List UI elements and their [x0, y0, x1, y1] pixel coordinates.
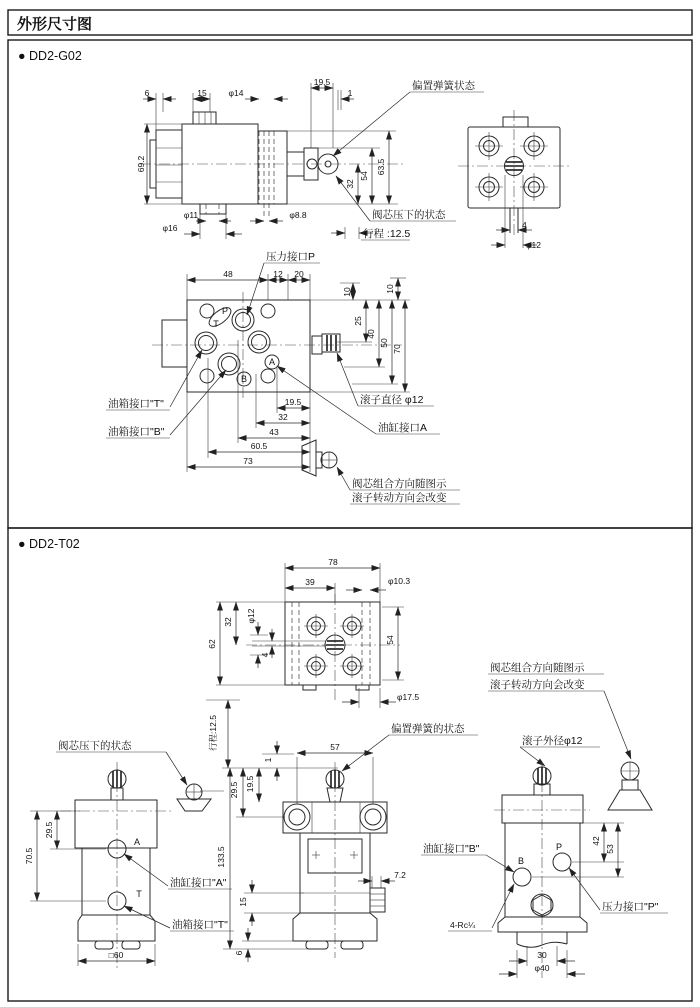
- dim-label: 73: [243, 456, 253, 466]
- section-label-g02: ● DD2-G02: [18, 49, 82, 63]
- t02-front-view: [24, 739, 234, 970]
- port-letter-b: B: [517, 856, 525, 866]
- cylinder-port-a-label: 油缸接口"A": [170, 877, 227, 889]
- g02-end-view: [458, 110, 572, 250]
- dim-label: 4: [260, 652, 270, 658]
- t02-right-view: [421, 762, 668, 978]
- dim-label: φ16: [162, 223, 178, 233]
- g02-side-view: [136, 77, 484, 240]
- dim-label: 57: [330, 742, 340, 752]
- dim-label: φ10.3: [388, 576, 411, 586]
- dim-label: □60: [108, 950, 124, 960]
- dim-label: 32: [345, 179, 355, 189]
- t02-plan-view: [207, 557, 419, 708]
- dim-label: 1: [263, 757, 273, 763]
- section-label-t02: ● DD2-T02: [18, 537, 80, 551]
- dim-label: 29.5: [44, 821, 54, 839]
- dim-label: 20: [294, 269, 304, 279]
- dim-label: 1: [347, 88, 353, 98]
- dim-label: 6: [234, 950, 244, 956]
- dim-label: 25: [353, 316, 363, 326]
- port-letter-b: B: [240, 374, 248, 384]
- dim-label: 78: [328, 557, 338, 567]
- dim-label: 6: [144, 88, 150, 98]
- dim-label: 60.5: [250, 441, 268, 451]
- dim-label: 32: [278, 412, 288, 422]
- dim-label: φ14: [228, 88, 244, 98]
- dim-label: 133.5: [216, 846, 226, 868]
- dim-label: 69.2: [136, 155, 146, 173]
- dim-label: 40: [366, 329, 376, 339]
- thread-spec-label: 4-Rc¼: [450, 920, 476, 930]
- dim-label: 62: [207, 639, 217, 649]
- tank-port-t-label: 油箱接口"T": [172, 919, 228, 931]
- pressed-state-label: 阀芯压下的状态: [372, 209, 446, 221]
- dim-label: φ11: [183, 210, 199, 220]
- dim-label: 19.5: [284, 397, 302, 407]
- pressed-state-label: 阀芯压下的状态: [58, 740, 132, 752]
- port-letter-p: P: [221, 306, 229, 316]
- cylinder-port-a-label: 油缸接口A: [378, 422, 428, 434]
- dim-label: φ17.5: [397, 692, 420, 702]
- port-letter-p: P: [555, 842, 563, 852]
- dim-label: 4: [522, 220, 527, 230]
- assembly-note-line2: 滚子转动方向会改变: [490, 679, 585, 691]
- dim-label: 15: [197, 88, 207, 98]
- dim-label: 43: [269, 427, 279, 437]
- dim-label: 10: [385, 284, 395, 294]
- t02-notes: [488, 661, 652, 810]
- spring-state-label: 偏置弹簧状态: [412, 80, 475, 92]
- assembly-note-line2: 滚子转动方向会改变: [352, 492, 447, 504]
- dim-label: 15: [238, 897, 248, 907]
- dim-label: 10: [342, 287, 352, 297]
- dim-label: 42: [591, 836, 601, 846]
- dim-label: 63.5: [376, 158, 386, 176]
- dim-label: 12: [273, 269, 283, 279]
- cylinder-port-b-label: 油缸接口"B": [423, 843, 480, 855]
- dim-label: 50: [379, 338, 389, 348]
- dim-label: 30: [537, 950, 547, 960]
- dim-label: φ8.8: [289, 210, 307, 220]
- page-title: 外形尺寸图: [17, 16, 93, 33]
- assembly-note-line1: 阀芯组合方向随图示: [352, 478, 447, 490]
- port-letter-t: T: [213, 319, 219, 329]
- tank-port-b-label: 油箱接口"B": [108, 426, 165, 438]
- dim-label: 70: [392, 344, 402, 354]
- dim-label: 32: [223, 617, 233, 627]
- dim-label: 70.5: [24, 847, 34, 865]
- dim-label: 7.2: [394, 870, 406, 880]
- roller-diameter-label: 滚子直径 φ12: [360, 394, 424, 406]
- dim-label: 53: [605, 844, 615, 854]
- dim-label: 19.5: [245, 775, 255, 793]
- dim-label: 54: [359, 171, 369, 181]
- dim-label: 19.5: [313, 77, 331, 87]
- tank-port-t-label: 油箱接口"T": [108, 398, 164, 410]
- page-frame: [8, 10, 692, 1001]
- dim-label: 48: [223, 269, 233, 279]
- spring-state-label: 偏置弹簧的状态: [391, 723, 465, 735]
- dim-label: φ12: [526, 240, 541, 250]
- dim-label: 39: [305, 577, 315, 587]
- port-letter-a: A: [268, 357, 276, 367]
- pressure-port-p-label: 压力接口"P": [602, 901, 659, 913]
- t02-side-view: [283, 722, 478, 958]
- assembly-note-line1: 阀芯组合方向随图示: [490, 662, 585, 674]
- roller-od-label: 滚子外径φ12: [522, 735, 583, 747]
- port-letter-t: T: [136, 889, 142, 899]
- stroke-label: 行程:12.5: [208, 715, 218, 751]
- stroke-label: 行程 :12.5: [363, 228, 411, 240]
- dim-label: φ12: [246, 608, 256, 624]
- port-letter-a: A: [133, 837, 141, 847]
- dim-label: 54: [385, 635, 395, 645]
- dim-label: φ40: [534, 963, 550, 973]
- g02-plan-view: [106, 250, 460, 504]
- dim-label: 29.5: [229, 781, 239, 799]
- pressure-port-label: 压力接口P: [266, 251, 316, 263]
